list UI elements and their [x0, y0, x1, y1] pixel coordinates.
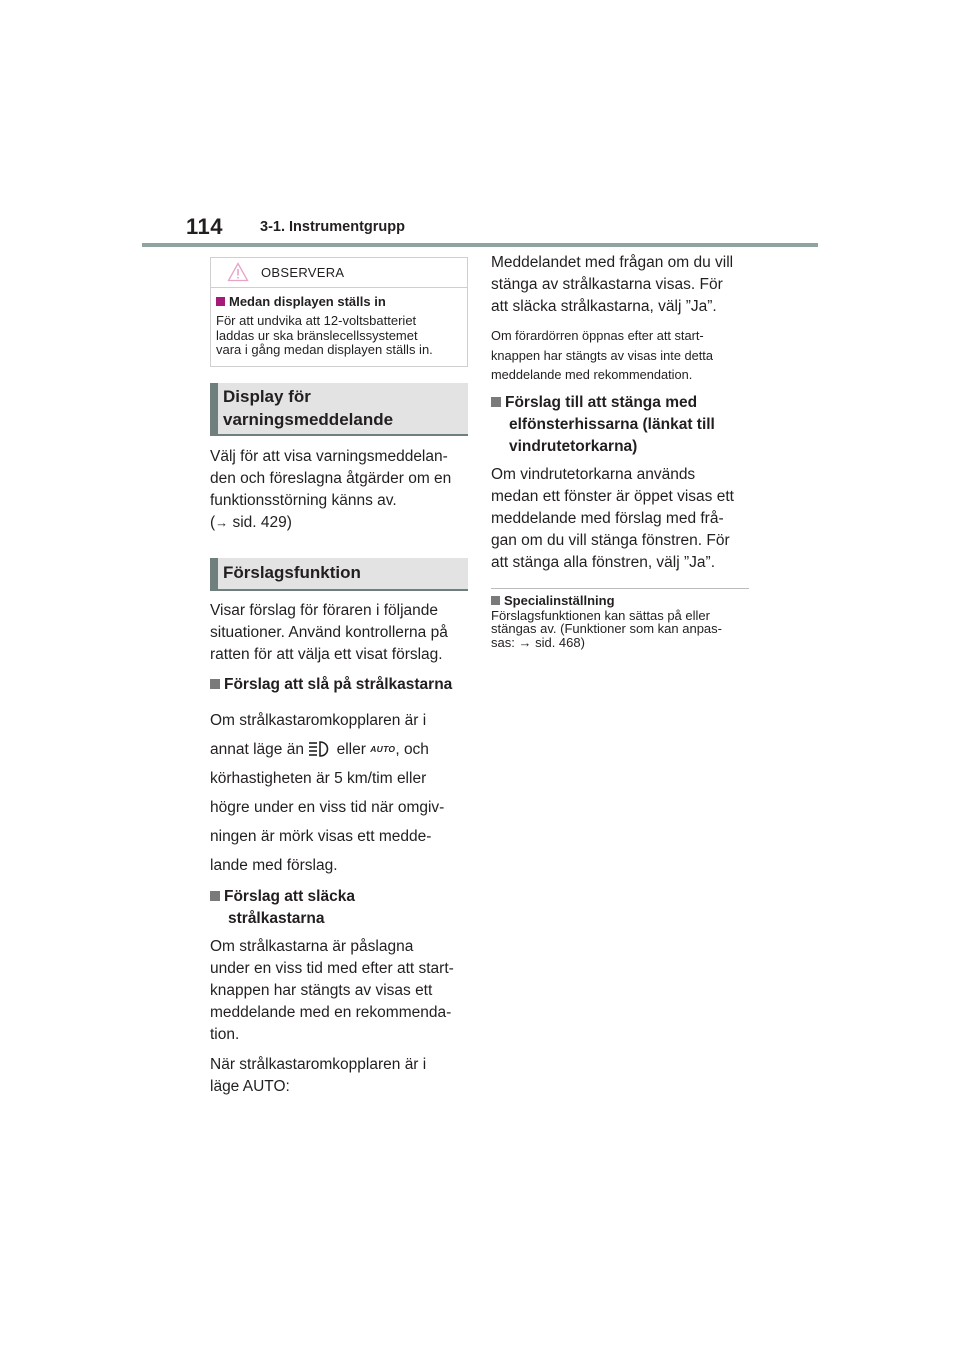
item-heading-text: Förslag att släcka — [224, 887, 355, 905]
notice-subheading-text: Medan displayen ställs in — [229, 294, 386, 309]
body-line: Om strålkastaromkopplaren är i — [210, 711, 427, 729]
small-line: knappen har stängts av visas inte detta — [491, 347, 713, 363]
heading-suggestion — [210, 558, 468, 591]
item-heading — [491, 392, 751, 414]
heading-line: varningsmeddelande — [223, 409, 394, 429]
notice-header — [211, 258, 467, 288]
body-line: meddelande med en rekommenda- — [210, 1003, 452, 1021]
body-line: tion. — [210, 1025, 240, 1043]
body-line: Meddelandet med frågan om du vill — [491, 254, 734, 271]
text-fragment: annat läge än — [210, 740, 304, 758]
note-line: stängas av. (Funktioner som kan anpas- — [491, 621, 722, 636]
body-line: lande med förslag. — [210, 856, 338, 874]
bullet-square-icon — [210, 891, 220, 901]
header-divider — [142, 243, 818, 247]
left-column — [210, 257, 468, 1098]
body-line: att släcka strålkastarna, välj ”Ja”. — [491, 298, 717, 315]
body-line: den och föreslagna åtgärder om en — [210, 469, 452, 487]
small-line: Om förardörren öppnas efter att start- — [491, 328, 704, 343]
ref-paren: ( — [210, 513, 216, 531]
headlight-icon — [308, 740, 332, 758]
heading-line: Display för — [223, 386, 311, 406]
warning-triangle-icon — [227, 262, 249, 282]
body-line: När strålkastaromkopplaren är i — [210, 1055, 427, 1073]
note-line: Förslagsfunktionen kan sättas på eller — [491, 607, 710, 623]
body-line: Visar förslag för föraren i följande — [210, 601, 439, 619]
body-line: situationer. Använd kontrollerna på — [210, 623, 448, 641]
body-line: under en viss tid med efter att start- — [210, 959, 454, 977]
arrow-right-icon: → — [215, 514, 229, 530]
page-number: 114 — [186, 214, 223, 239]
page-reference — [210, 512, 468, 534]
notice-line: vara i gång medan displayen ställs in. — [216, 342, 433, 357]
note-heading — [491, 593, 751, 609]
right-column — [491, 252, 751, 649]
text-fragment: sas: — [491, 634, 515, 650]
bullet-square-icon — [216, 297, 225, 306]
auto-icon: AUTO — [370, 743, 396, 754]
body-line: knappen har stängts av visas ett — [210, 981, 433, 999]
note-line-reference — [491, 636, 751, 650]
item-heading-cont: elfönsterhissarna (länkat till — [509, 415, 715, 433]
note-heading-text: Specialinställning — [504, 592, 615, 608]
bullet-square-icon — [491, 596, 500, 605]
body-line: meddelande med förslag med frå- — [491, 509, 724, 527]
item-heading-text: Förslag till att stänga med — [505, 393, 698, 411]
notice-line: laddas ur ska bränslecellssystemet — [216, 327, 418, 343]
body-line: Om vindrutetorkarna används — [491, 465, 696, 483]
notice-box — [210, 257, 468, 367]
body-line: att stänga alla fönstren, välj ”Ja”. — [491, 553, 716, 571]
body-line: läge AUTO: — [210, 1077, 290, 1095]
item-heading-cont: strålkastarna — [228, 909, 325, 927]
item-heading-cont: vindrutetorkarna) — [509, 437, 638, 455]
body-line-with-icons — [210, 735, 468, 764]
body-line: stänga av strålkastarna visas. För — [491, 276, 723, 293]
item-heading — [210, 674, 468, 696]
body-line: funktionsstörning känns av. — [210, 491, 397, 509]
body-line: körhastigheten är 5 km/tim eller — [210, 769, 427, 787]
text-fragment: sid. 468) — [535, 634, 585, 650]
notice-body — [211, 288, 467, 366]
item-heading-text: Förslag att slå på strålkastarna — [224, 675, 453, 693]
body-line: ratten för att välja ett visat förslag. — [210, 645, 443, 663]
body-line: högre under en viss tid när omgiv- — [210, 798, 445, 816]
ref-text: sid. 429) — [232, 513, 292, 531]
bullet-square-icon — [210, 679, 220, 689]
notice-subheading — [216, 293, 461, 310]
arrow-right-icon: → — [518, 634, 532, 650]
notice-title: OBSERVERA — [261, 265, 345, 280]
text-fragment: eller — [336, 740, 366, 758]
notice-line: För att undvika att 12-voltsbatteriet — [216, 313, 417, 328]
item-heading — [210, 886, 468, 908]
body-line: gan om du vill stänga fönstren. För — [491, 531, 730, 549]
body-line: medan ett fönster är öppet visas ett — [491, 487, 734, 505]
text-fragment: , och — [395, 740, 429, 758]
heading-display — [210, 383, 468, 436]
body-line: Välj för att visa varningsmeddelan- — [210, 447, 448, 465]
body-line: Om strålkastarna är påslagna — [210, 937, 414, 955]
body-line: ningen är mörk visas ett medde- — [210, 827, 432, 845]
section-title: 3-1. Instrumentgrupp — [260, 219, 406, 235]
small-line: meddelande med rekommendation. — [491, 367, 693, 382]
heading-text: Förslagsfunktion — [223, 562, 361, 582]
bullet-square-icon — [491, 397, 501, 407]
